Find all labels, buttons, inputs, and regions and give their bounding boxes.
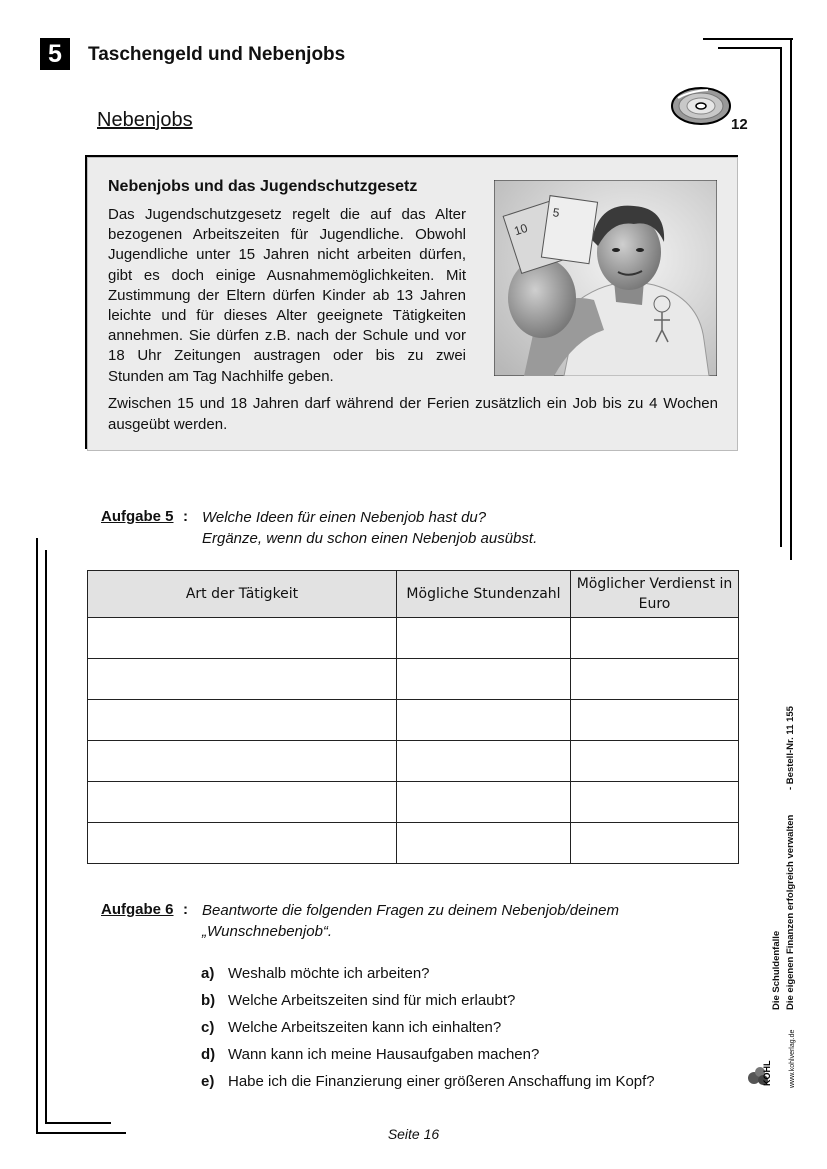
table-row xyxy=(88,782,739,823)
table-cell-earnings[interactable] xyxy=(571,823,739,864)
table-cell-hours[interactable] xyxy=(397,823,571,864)
question-c xyxy=(201,1019,501,1036)
publisher-logo-icon xyxy=(745,1018,775,1088)
table-cell-earnings[interactable] xyxy=(571,618,739,659)
info-box-paragraph-1: Das Jugendschutzgesetz regelt die auf das Alter bezogenen Arbeitszeiten für Jugendliche. Obwohl Jugendliche unter 15 Jahren nicht arbeiten dürfen, gibt es doch einige Ausnahmemöglichkeiten. Mit Zustimmung der Eltern dürfen Kinder ab 13 Jahren leichte und für dieses Alter geeignete Tätigkeiten annehmen. Sie dürfen z.B. nach der Schule und vor 18 Uhr Zeitungen austragen oder bis zu zwei Stunden am Tag Nachhilfe geben. xyxy=(108,206,466,385)
question-letter: b) xyxy=(201,992,216,1009)
sidebar-url: www.kohlverlag.de xyxy=(789,1029,796,1088)
section-title: Nebenjobs xyxy=(97,109,193,131)
cd-disc-icon xyxy=(670,86,732,128)
sidebar-order-number: - Bestell-Nr. 11 155 xyxy=(785,706,796,790)
question-text: Wann kann ich meine Hausaufgaben machen? xyxy=(228,1046,540,1063)
frame-line-bottom-left-h2 xyxy=(45,1122,111,1124)
question-d xyxy=(201,1046,539,1063)
info-box-paragraph-2: Zwischen 15 und 18 Jahren darf während der Ferien zusätzlich ein Job bis zu 4 Wochen ausgeübt werden. xyxy=(108,395,718,433)
chapter-title: Taschengeld und Nebenjobs xyxy=(88,44,346,65)
question-text: Welche Arbeitszeiten kann ich einhalten? xyxy=(228,1019,502,1036)
table-row xyxy=(88,700,739,741)
table-cell-activity[interactable] xyxy=(88,659,397,700)
question-letter: e) xyxy=(201,1073,215,1090)
table-cell-earnings[interactable] xyxy=(571,741,739,782)
table-cell-earnings[interactable] xyxy=(571,659,739,700)
frame-line-right-v xyxy=(790,38,792,560)
frame-line-left-v2 xyxy=(45,550,47,1124)
table-cell-earnings[interactable] xyxy=(571,700,739,741)
frame-line-right-v2 xyxy=(780,47,782,547)
table-cell-hours[interactable] xyxy=(397,659,571,700)
table-row xyxy=(88,741,739,782)
question-b xyxy=(201,992,515,1009)
table-cell-activity[interactable] xyxy=(88,700,397,741)
photo-teen-with-money xyxy=(494,180,717,376)
task-5-line-1: Welche Ideen für einen Nebenjob hast du? xyxy=(202,509,487,526)
question-letter: d) xyxy=(201,1046,216,1063)
question-letter: c) xyxy=(201,1019,215,1036)
table-cell-earnings[interactable] xyxy=(571,782,739,823)
table-cell-activity[interactable] xyxy=(88,741,397,782)
chapter-number: 5 xyxy=(40,38,70,70)
frame-line-left-v xyxy=(36,538,38,1134)
table-cell-activity[interactable] xyxy=(88,618,397,659)
page-number: Seite 16 xyxy=(387,1126,440,1142)
task-6-text: Beantworte die folgenden Fragen zu deinem Nebenjob/deinem „Wunschnebenjob“. xyxy=(202,902,619,940)
publisher-name: KOHL xyxy=(762,1060,772,1086)
column-header-activity: Art der Tätigkeit xyxy=(88,571,397,618)
table-cell-activity[interactable] xyxy=(88,823,397,864)
info-box-heading: Nebenjobs und das Jugendschutzgesetz xyxy=(108,178,418,195)
table-cell-hours[interactable] xyxy=(397,782,571,823)
table-row xyxy=(88,659,739,700)
banknote-value: 5 xyxy=(551,205,561,221)
table-row xyxy=(88,618,739,659)
sidebar-book-title: Die Schuldenfalle xyxy=(771,930,782,1010)
column-header-hours: Mögliche Stundenzahl xyxy=(397,571,571,618)
question-text: Weshalb möchte ich arbeiten? xyxy=(228,965,430,982)
cd-track-number: 12 xyxy=(731,116,748,133)
sidebar-book-subtitle: Die eigenen Finanzen erfolgreich verwalten xyxy=(785,814,796,1010)
task-5-colon: : xyxy=(183,508,188,525)
task-5-text xyxy=(202,508,702,549)
question-letter: a) xyxy=(201,965,215,982)
table-cell-hours[interactable] xyxy=(397,618,571,659)
table-cell-activity[interactable] xyxy=(88,782,397,823)
task-5-line-2: Ergänze, wenn du schon einen Nebenjob ausübst. xyxy=(202,529,538,547)
question-a xyxy=(201,965,430,982)
question-text: Welche Arbeitszeiten sind für mich erlaubt? xyxy=(228,992,516,1009)
table-row xyxy=(88,823,739,864)
question-text: Habe ich die Finanzierung einer größeren Anschaffung im Kopf? xyxy=(228,1073,655,1090)
table-cell-hours[interactable] xyxy=(397,741,571,782)
table-header-row xyxy=(88,571,739,618)
frame-line-top-right-h xyxy=(703,38,793,40)
job-ideas-table xyxy=(87,570,739,864)
column-header-earnings: Möglicher Verdienst in Euro xyxy=(571,571,739,618)
task-6-label: Aufgabe 6 xyxy=(101,901,174,918)
task-5-label: Aufgabe 5 xyxy=(101,508,174,525)
banknote-value: 10 xyxy=(512,220,530,239)
frame-line-top-right-h2 xyxy=(718,47,782,49)
table-cell-hours[interactable] xyxy=(397,700,571,741)
task-6-colon: : xyxy=(183,901,188,918)
question-e xyxy=(201,1073,655,1090)
